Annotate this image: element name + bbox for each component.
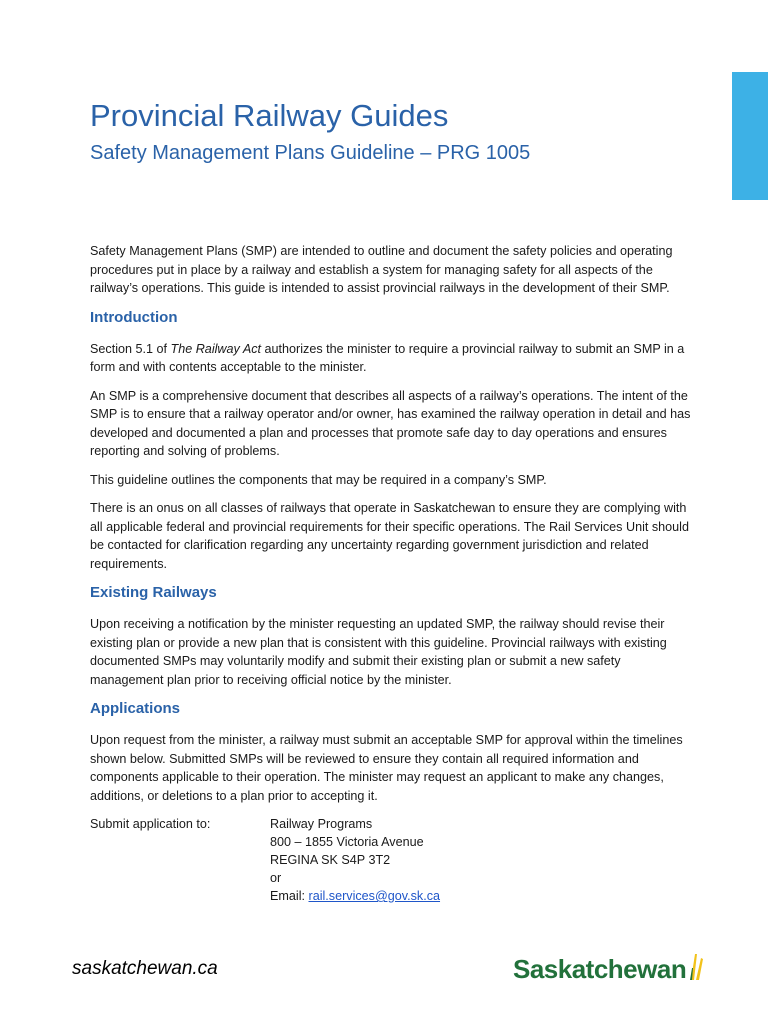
mailing-address <box>270 815 440 905</box>
address-or: or <box>270 871 282 885</box>
email-line: Email: rail.services@gov.sk.ca <box>270 889 441 903</box>
address-line-1: Railway Programs <box>270 817 373 831</box>
page-title: Provincial Railway Guides <box>90 98 449 133</box>
wheat-icon <box>688 950 706 982</box>
act-title: The Railway Act <box>170 341 262 356</box>
existing-railways-paragraph: Upon receiving a notification by the minister requesting an updated SMP, the railway should revise their existing plan or provide a new plan that is consistent with this guideline. Provincial railways with existing documented SMPs may voluntarily modify and submit their existing plan or submit a new safety management plan prior to receiving official notice by the minister. <box>90 617 667 687</box>
section-heading-existing-railways: Existing Railways <box>90 584 217 601</box>
address-line-3: REGINA SK S4P 3T2 <box>270 853 391 867</box>
section-heading-applications: Applications <box>90 700 181 717</box>
logo-wordmark: Saskatchewan <box>513 954 687 984</box>
address-line-2: 800 – 1855 Victoria Avenue <box>270 835 424 849</box>
email-link[interactable]: rail.services@gov.sk.ca <box>308 889 441 903</box>
section-heading-introduction: Introduction <box>90 308 178 326</box>
applications-paragraph: Upon request from the minister, a railway must submit an acceptable SMP for approval within the timelines shown below. Submitted SMPs will be reviewed to ensure they contain all required information and components applicable to their operation. The minister may request an applicant to make any changes, additions, or deletions to a plan prior to accepting it. <box>90 733 683 803</box>
introduction-paragraph-4: There is an onus on all classes of railways that operate in Saskatchewan to ensure they are complying with all applicable federal and provincial requirements for their specific operations. The Rail Services Unit should be contacted for clarification regarding any uncertainty regarding government jurisdiction and related requirements. <box>90 501 689 571</box>
submit-label: Submit application to: <box>90 817 211 831</box>
intro-paragraph: Safety Management Plans (SMP) are intended to outline and document the safety policies and operating procedures put in place by a railway and establish a system for managing safety for all aspects of the railway’s operations. This guide is intended to assist provincial railways in the development of their SMP. <box>90 244 673 295</box>
footer-website[interactable]: saskatchewan.ca <box>72 958 218 979</box>
page-subtitle: Safety Management Plans Guideline – PRG 1005 <box>90 142 531 164</box>
submit-application-block <box>90 815 694 905</box>
saskatchewan-logo <box>513 950 706 986</box>
document-body <box>90 242 694 905</box>
introduction-paragraph-3: This guideline outlines the components that may be required in a company’s SMP. <box>90 472 547 487</box>
introduction-paragraph-2: An SMP is a comprehensive document that describes all aspects of a railway’s operations. The intent of the SMP is to ensure that a railway operator and/or owner, has examined the railway operation in detail and has developed and documented a plan and processes that promote safe day to day operations and ensures reporting and solving of problems. <box>90 388 691 458</box>
introduction-paragraph-1: Section 5.1 of The Railway Act authorizes the minister to require a provincial railway to submit an SMP in a form and with contents acceptable to the minister. <box>90 341 685 374</box>
side-tab-accent <box>732 72 768 200</box>
